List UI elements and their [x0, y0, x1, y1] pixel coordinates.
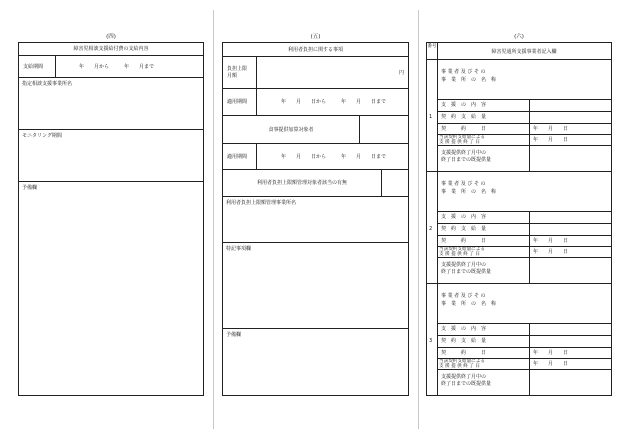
- fold-line-left: [213, 10, 214, 429]
- end-date-label-1: 当該契約支給量による: [439, 135, 485, 140]
- final-value[interactable]: [533, 264, 609, 276]
- contract-date-value[interactable]: 年 月 日: [533, 350, 569, 356]
- contract-date-value[interactable]: 年 月 日: [533, 238, 569, 244]
- panel-5-period-value[interactable]: 年 月 日から 年 月 日まで: [281, 99, 387, 105]
- panel-4-period-label: 支給期間: [23, 64, 44, 70]
- office-label-1: 事 業 者 及 び そ の: [441, 181, 486, 187]
- contract-date-value[interactable]: 年 月 日: [533, 126, 569, 132]
- panel-4-reserve-row[interactable]: [19, 182, 203, 395]
- contract-amount-value[interactable]: [533, 226, 609, 232]
- entry-number: 2: [429, 226, 433, 232]
- panel-5-limit-label-2: 月額: [227, 73, 238, 79]
- contract-amount-value[interactable]: [533, 114, 609, 120]
- contract-date-label: 契 約 日: [441, 238, 487, 244]
- panel-5-header: 利用者負担に関する事項: [287, 47, 343, 53]
- contract-amount-label: 契 約 支 給 量: [441, 338, 487, 344]
- panel-5-mgmt-value[interactable]: [385, 180, 405, 186]
- panel-6-header: 障害児通所支援事業者記入欄: [491, 49, 557, 55]
- panel-5-limit-unit[interactable]: 円: [398, 70, 404, 76]
- panel-4-office-row[interactable]: [19, 78, 203, 130]
- office-label-1: 事 業 者 及 び そ の: [441, 69, 486, 75]
- service-value[interactable]: [533, 102, 609, 108]
- service-label: 支 援 の 内 容: [441, 326, 487, 332]
- contractor-entry: [427, 284, 611, 396]
- panel-5-notes-label: 特記事項欄: [226, 246, 252, 252]
- end-date-value[interactable]: 年 月 日: [533, 137, 569, 143]
- panel-5-meal-value[interactable]: [363, 127, 403, 133]
- final-value[interactable]: [533, 152, 609, 164]
- panel-6: [426, 42, 612, 396]
- panel-4-header: 障害児相談支援給付費の支給内容: [73, 46, 149, 52]
- office-label-2: 事 業 所 の 名 称: [441, 189, 497, 195]
- contractor-entry: [427, 60, 611, 172]
- final-value[interactable]: [533, 376, 609, 388]
- panel-6-number: (六): [514, 34, 524, 40]
- contract-amount-label: 契 約 支 給 量: [441, 226, 487, 232]
- panel-5-period2-row: [223, 144, 408, 170]
- office-value[interactable]: [533, 294, 609, 308]
- panel-4-header-row: [19, 43, 203, 56]
- end-date-label-2: 支 援 提 供 終 了 日: [439, 252, 480, 257]
- panel-6-entries: [427, 60, 611, 395]
- contract-amount-value[interactable]: [533, 338, 609, 344]
- final-label-2: 終了日までの既提供量: [441, 157, 492, 163]
- panel-4-period-value[interactable]: 年 月から 年 月まで: [79, 64, 155, 70]
- panel-5-header-row: [223, 43, 408, 57]
- panel-4: [18, 42, 204, 396]
- contract-amount-label: 契 約 支 給 量: [441, 114, 487, 120]
- fold-line-right: [418, 10, 419, 429]
- panel-6-item-no-label: 番号: [427, 44, 437, 49]
- office-value[interactable]: [533, 182, 609, 196]
- end-date-value[interactable]: 年 月 日: [533, 249, 569, 255]
- panel-5-period-row: [223, 89, 408, 116]
- panel-5: [222, 42, 409, 396]
- panel-4-monitoring-label: モニタリング期間: [22, 133, 62, 139]
- service-label: 支 援 の 内 容: [441, 214, 487, 220]
- panel-5-mgmt-row: [223, 170, 408, 197]
- panel-5-reserve-row[interactable]: [223, 329, 408, 395]
- end-date-label-1: 当該契約支給量による: [439, 247, 485, 252]
- service-value[interactable]: [533, 326, 609, 332]
- panel-4-office-label: 指定相談支援事業所名: [22, 81, 73, 87]
- panel-4-number: (四): [106, 34, 116, 40]
- panel-5-period2-label: 適用期間: [227, 154, 248, 160]
- end-date-value[interactable]: 年 月 日: [533, 361, 569, 367]
- panel-4-monitoring-row[interactable]: [19, 130, 203, 182]
- final-label-1: 支援提供終了月中の: [441, 262, 487, 268]
- panel-5-number: (五): [310, 34, 321, 40]
- entry-number: 3: [429, 338, 433, 344]
- contract-date-label: 契 約 日: [441, 126, 487, 132]
- end-date-label-1: 当該契約支給量による: [439, 359, 485, 364]
- end-date-label-2: 支 援 提 供 終 了 日: [439, 140, 480, 145]
- final-label-2: 終了日までの既提供量: [441, 269, 492, 275]
- entry-number: 1: [429, 114, 433, 120]
- panel-5-period2-value[interactable]: 年 月 日から 年 月 日まで: [281, 154, 387, 160]
- panel-5-meal-row: [223, 116, 408, 144]
- panel-5-mgmt-office-label: 利用者負担上限額管理事業所名: [226, 200, 297, 206]
- final-label-2: 終了日までの既提供量: [441, 381, 492, 387]
- panel-5-mgmt-label: 利用者負担上限額管理対象者該当の有無: [256, 180, 347, 186]
- service-value[interactable]: [533, 214, 609, 220]
- final-label-1: 支援提供終了月中の: [441, 150, 487, 156]
- panel-5-reserve-label: 予備欄: [226, 332, 242, 338]
- panel-4-period-row: [19, 56, 203, 78]
- end-date-label-2: 支 援 提 供 終 了 日: [439, 364, 480, 369]
- panel-5-mgmt-office-row[interactable]: [223, 197, 408, 243]
- final-label-1: 支援提供終了月中の: [441, 374, 487, 380]
- office-label-1: 事 業 者 及 び そ の: [441, 293, 486, 299]
- panel-6-header-row: [427, 43, 611, 60]
- contract-date-label: 契 約 日: [441, 350, 487, 356]
- office-label-2: 事 業 所 の 名 称: [441, 301, 497, 307]
- panel-5-period-label: 適用期間: [227, 99, 248, 105]
- office-value[interactable]: [533, 70, 609, 84]
- office-label-2: 事 業 所 の 名 称: [441, 77, 497, 83]
- contractor-entry: [427, 172, 611, 284]
- service-label: 支 援 の 内 容: [441, 102, 487, 108]
- panel-5-limit-label-1: 負担上限: [227, 66, 248, 72]
- panel-4-reserve-label: 予備欄: [22, 185, 38, 191]
- panel-5-notes-row[interactable]: [223, 243, 408, 329]
- panel-5-limit-row: [223, 57, 408, 89]
- panel-5-meal-label: 食事提供加算対象者: [268, 127, 314, 133]
